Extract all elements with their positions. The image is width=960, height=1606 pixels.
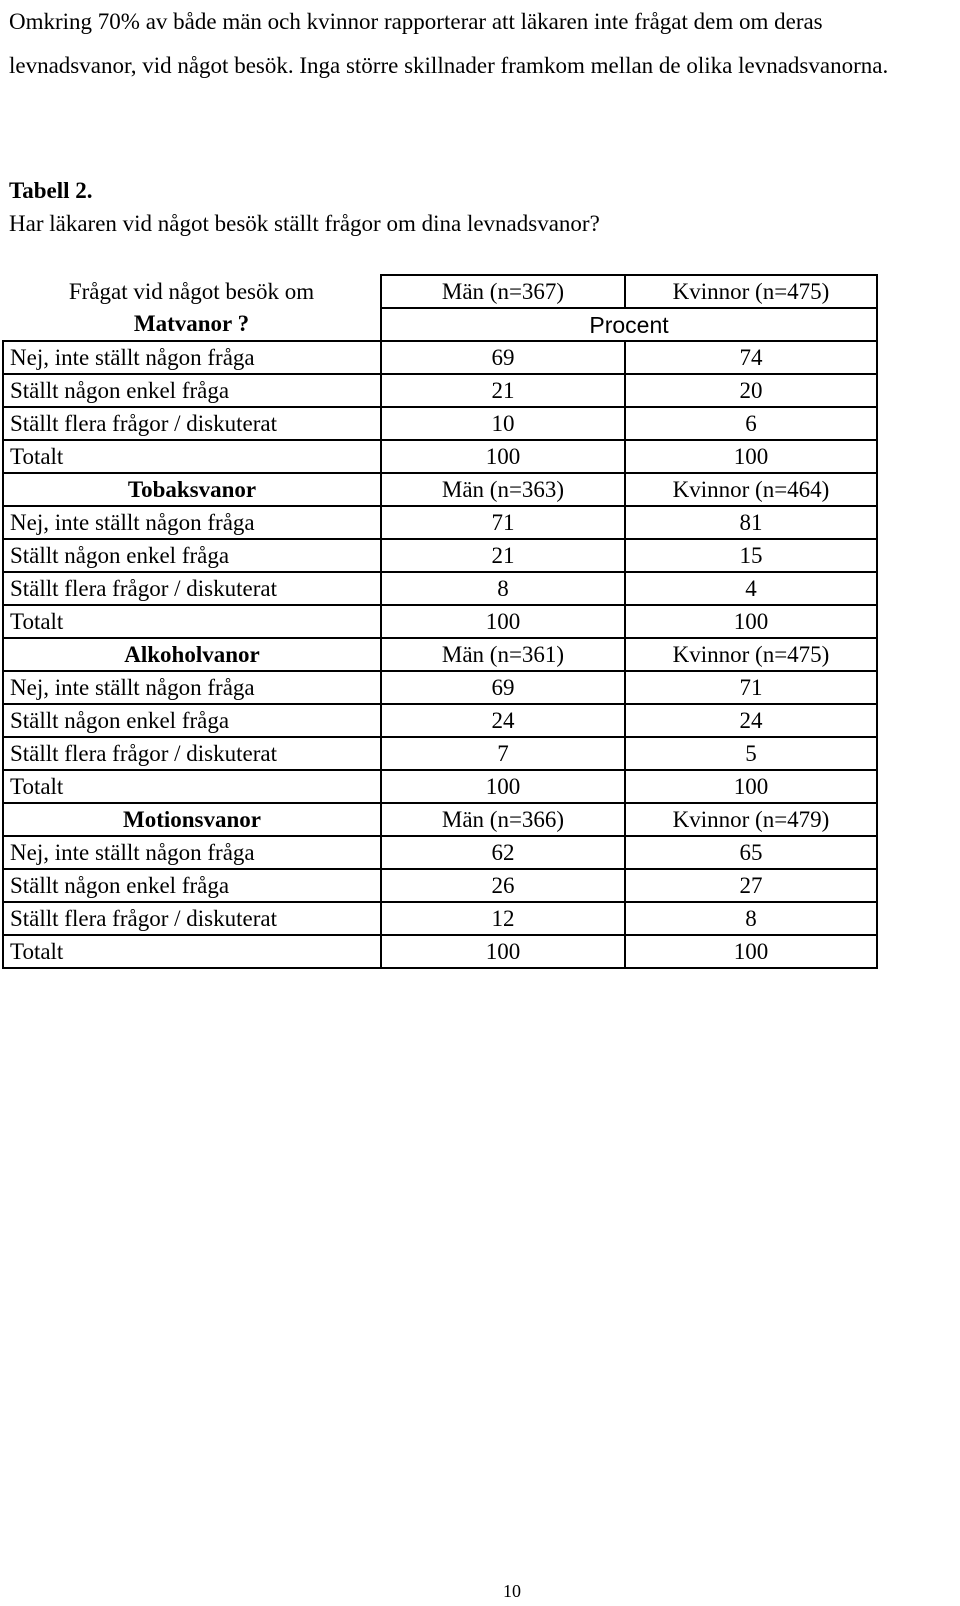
header-men: Män (n=367) (381, 275, 625, 308)
cell-men: 26 (381, 869, 625, 902)
cell-women: 100 (625, 770, 877, 803)
cell-men: 69 (381, 341, 625, 374)
section-header-women: Kvinnor (n=479) (625, 803, 877, 836)
cell-women: 100 (625, 605, 877, 638)
row-label: Nej, inte ställt någon fråga (3, 341, 381, 374)
row-label: Ställt någon enkel fråga (3, 374, 381, 407)
table-row (3, 704, 877, 737)
section-header-women: Kvinnor (n=464) (625, 473, 877, 506)
cell-women: 6 (625, 407, 877, 440)
table-row (3, 671, 877, 704)
section-name: Matvanor ? (3, 308, 381, 341)
table-row-total (3, 605, 877, 638)
row-label: Totalt (3, 935, 381, 968)
table-row (3, 902, 877, 935)
table-header-row (3, 275, 877, 308)
cell-men: 21 (381, 374, 625, 407)
table-row (3, 869, 877, 902)
row-label: Totalt (3, 440, 381, 473)
page-number: 10 (503, 1581, 521, 1601)
cell-men: 8 (381, 572, 625, 605)
table-row-total (3, 770, 877, 803)
section-row-alkoholvanor (3, 638, 877, 671)
cell-women: 100 (625, 440, 877, 473)
table-row (3, 836, 877, 869)
row-label: Nej, inte ställt någon fråga (3, 506, 381, 539)
cell-women: 71 (625, 671, 877, 704)
cell-men: 10 (381, 407, 625, 440)
cell-women: 5 (625, 737, 877, 770)
cell-men: 12 (381, 902, 625, 935)
cell-men: 100 (381, 935, 625, 968)
section-name: Tobaksvanor (3, 473, 381, 506)
cell-women: 65 (625, 836, 877, 869)
unit-label: Procent (381, 308, 877, 341)
section-name: Alkoholvanor (3, 638, 381, 671)
row-label: Ställt någon enkel fråga (3, 869, 381, 902)
cell-women: 74 (625, 341, 877, 374)
cell-women: 8 (625, 902, 877, 935)
row-label: Ställt någon enkel fråga (3, 704, 381, 737)
cell-women: 15 (625, 539, 877, 572)
cell-men: 24 (381, 704, 625, 737)
cell-men: 71 (381, 506, 625, 539)
section-header-men: Män (n=363) (381, 473, 625, 506)
cell-men: 21 (381, 539, 625, 572)
row-label: Ställt flera frågor / diskuterat (3, 572, 381, 605)
table-row (3, 407, 877, 440)
section-row-matvanor (3, 308, 877, 341)
cell-men: 62 (381, 836, 625, 869)
table-row (3, 572, 877, 605)
cell-women: 81 (625, 506, 877, 539)
table-title: Tabell 2. (9, 178, 93, 203)
row-label: Nej, inte ställt någon fråga (3, 671, 381, 704)
cell-women: 4 (625, 572, 877, 605)
header-label: Frågat vid något besök om (68, 278, 315, 304)
row-label: Ställt någon enkel fråga (3, 539, 381, 572)
levnadsvanor-table (2, 274, 878, 969)
row-label: Ställt flera frågor / diskuterat (3, 737, 381, 770)
section-name: Motionsvanor (3, 803, 381, 836)
cell-women: 24 (625, 704, 877, 737)
cell-men: 7 (381, 737, 625, 770)
header-women: Kvinnor (n=475) (625, 275, 877, 308)
cell-men: 69 (381, 671, 625, 704)
table-row (3, 506, 877, 539)
table-row (3, 341, 877, 374)
intro-paragraph: Omkring 70% av både män och kvinnor rapporterar att läkaren inte frågat dem om deras levnadsvanor, vid något besök. Inga större skillnader framkom mellan de olika levnadsvanorna. (9, 9, 889, 78)
section-header-women: Kvinnor (n=475) (625, 638, 877, 671)
row-label: Totalt (3, 770, 381, 803)
cell-men: 100 (381, 605, 625, 638)
table-row-total (3, 440, 877, 473)
row-label: Ställt flera frågor / diskuterat (3, 902, 381, 935)
section-row-motionsvanor (3, 803, 877, 836)
table-row (3, 539, 877, 572)
cell-men: 100 (381, 440, 625, 473)
row-label: Totalt (3, 605, 381, 638)
row-label: Nej, inte ställt någon fråga (3, 836, 381, 869)
cell-women: 27 (625, 869, 877, 902)
table-row (3, 737, 877, 770)
table-subtitle: Har läkaren vid något besök ställt frågor om dina levnadsvanor? (9, 211, 600, 236)
cell-men: 100 (381, 770, 625, 803)
cell-women: 100 (625, 935, 877, 968)
section-header-men: Män (n=366) (381, 803, 625, 836)
row-label: Ställt flera frågor / diskuterat (3, 407, 381, 440)
section-row-tobaksvanor (3, 473, 877, 506)
table-row-total (3, 935, 877, 968)
table-row (3, 374, 877, 407)
cell-women: 20 (625, 374, 877, 407)
section-header-men: Män (n=361) (381, 638, 625, 671)
